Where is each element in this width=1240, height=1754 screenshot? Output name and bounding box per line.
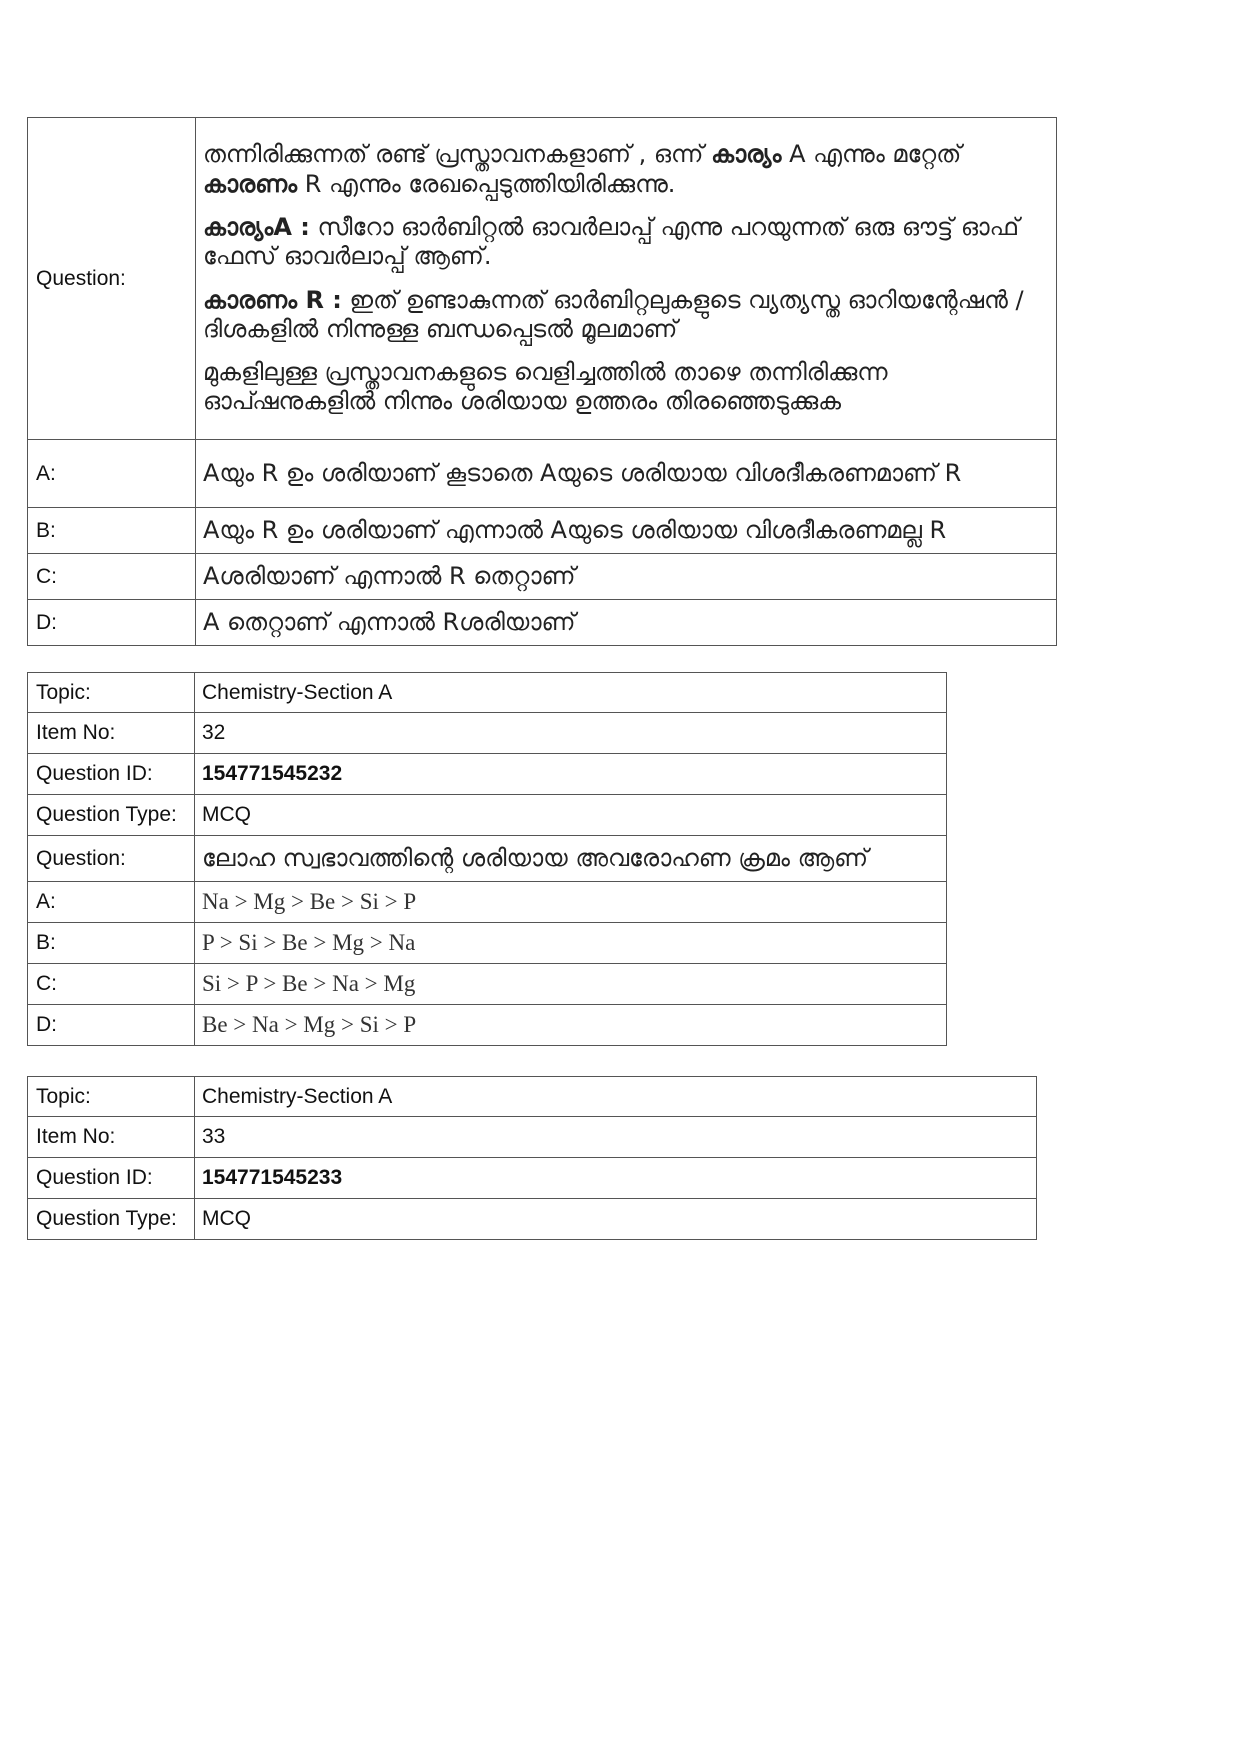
question-paragraph-intro: തന്നിരിക്കുന്നത് രണ്ട് പ്രസ്താവനകളാണ് , ഒന്ന് കാര്യം A എന്നും മറ്റേത് കാരണം R എന്നും രേഖപ്പെടുത്തിയിരിക്കുന്നു.	[203, 140, 962, 198]
option-b-text: P > Si > Be > Mg > Na	[195, 923, 947, 964]
option-c-label: C:	[28, 554, 196, 600]
option-d-label: D:	[28, 600, 196, 646]
item-no-value: 33	[195, 1117, 1037, 1158]
question-paragraph-instruction: മുകളിലുള്ള പ്രസ്താവനകളുടെ വെളിച്ചത്തിൽ താഴെ തന്നിരിക്കുന്ന ഓപ്ഷനുകളിൽ നിന്നും ശരിയായ ഉത്തരം തിരഞ്ഞെടുക്കുക	[203, 358, 888, 416]
topic-value: Chemistry-Section A	[195, 673, 947, 713]
option-b-label: B:	[28, 923, 195, 964]
option-d-text: A തെറ്റാണ് എന്നാൽ Rശരിയാണ്	[196, 600, 1057, 646]
question-type-label: Question Type:	[28, 1199, 195, 1240]
item-no-value: 32	[195, 713, 947, 754]
question-id-label: Question ID:	[28, 1158, 195, 1199]
topic-value: Chemistry-Section A	[195, 1077, 1037, 1117]
item-no-label: Item No:	[28, 713, 195, 754]
topic-label: Topic:	[28, 673, 195, 713]
question-label: Question:	[28, 836, 195, 882]
question-text: ലോഹ സ്വഭാവത്തിന്റെ ശരിയായ അവരോഹണ ക്രമം ആണ്	[195, 836, 947, 882]
question-type-value: MCQ	[195, 1199, 1037, 1240]
question-paragraph-assertion: കാര്യംA : സീറോ ഓർബിറ്റൽ ഓവർലാപ്പ് എന്നു പറയുന്നത് ഒരു ഔട്ട് ഓഫ് ഫേസ് ഓവർലാപ്പ് ആണ്.	[203, 212, 1020, 271]
question-table-2	[27, 672, 947, 1046]
question-type-value: MCQ	[195, 795, 947, 836]
topic-label: Topic:	[28, 1077, 195, 1117]
question-type-label: Question Type:	[28, 795, 195, 836]
option-c-text: Si > P > Be > Na > Mg	[195, 964, 947, 1005]
option-b-text: Aയും R ഉം ശരിയാണ് എന്നാൽ Aയുടെ ശരിയായ വിശദീകരണമല്ല R	[196, 508, 1057, 554]
question-paragraph-reason: കാരണം R : ഇത് ഉണ്ടാകുന്നത് ഓർബിറ്റലുകളുടെ വ്യത്യസ്ത ഓറിയന്റേഷൻ / ദിശകളിൽ നിന്നുള്ള ബന്ധപ്പെടൽ മൂലമാണ്	[203, 285, 1024, 343]
item-no-label: Item No:	[28, 1117, 195, 1158]
question-label: Question:	[28, 118, 196, 440]
question-id-value: 154771545233	[202, 1166, 343, 1189]
question-text	[196, 118, 1057, 440]
question-table-1	[27, 117, 1057, 646]
option-c-text: Aശരിയാണ് എന്നാൽ R തെറ്റാണ്	[196, 554, 1057, 600]
option-a-text: Aയും R ഉം ശരിയാണ് കൂടാതെ Aയുടെ ശരിയായ വിശദീകരണമാണ് R	[196, 440, 1057, 508]
option-d-text: Be > Na > Mg > Si > P	[195, 1005, 947, 1046]
option-a-label: A:	[28, 440, 196, 508]
option-a-label: A:	[28, 882, 195, 923]
option-d-label: D:	[28, 1005, 195, 1046]
question-id-value: 154771545232	[202, 762, 343, 785]
option-b-label: B:	[28, 508, 196, 554]
question-table-3	[27, 1076, 1037, 1240]
option-a-text: Na > Mg > Be > Si > P	[195, 882, 947, 923]
question-id-label: Question ID:	[28, 754, 195, 795]
option-c-label: C:	[28, 964, 195, 1005]
